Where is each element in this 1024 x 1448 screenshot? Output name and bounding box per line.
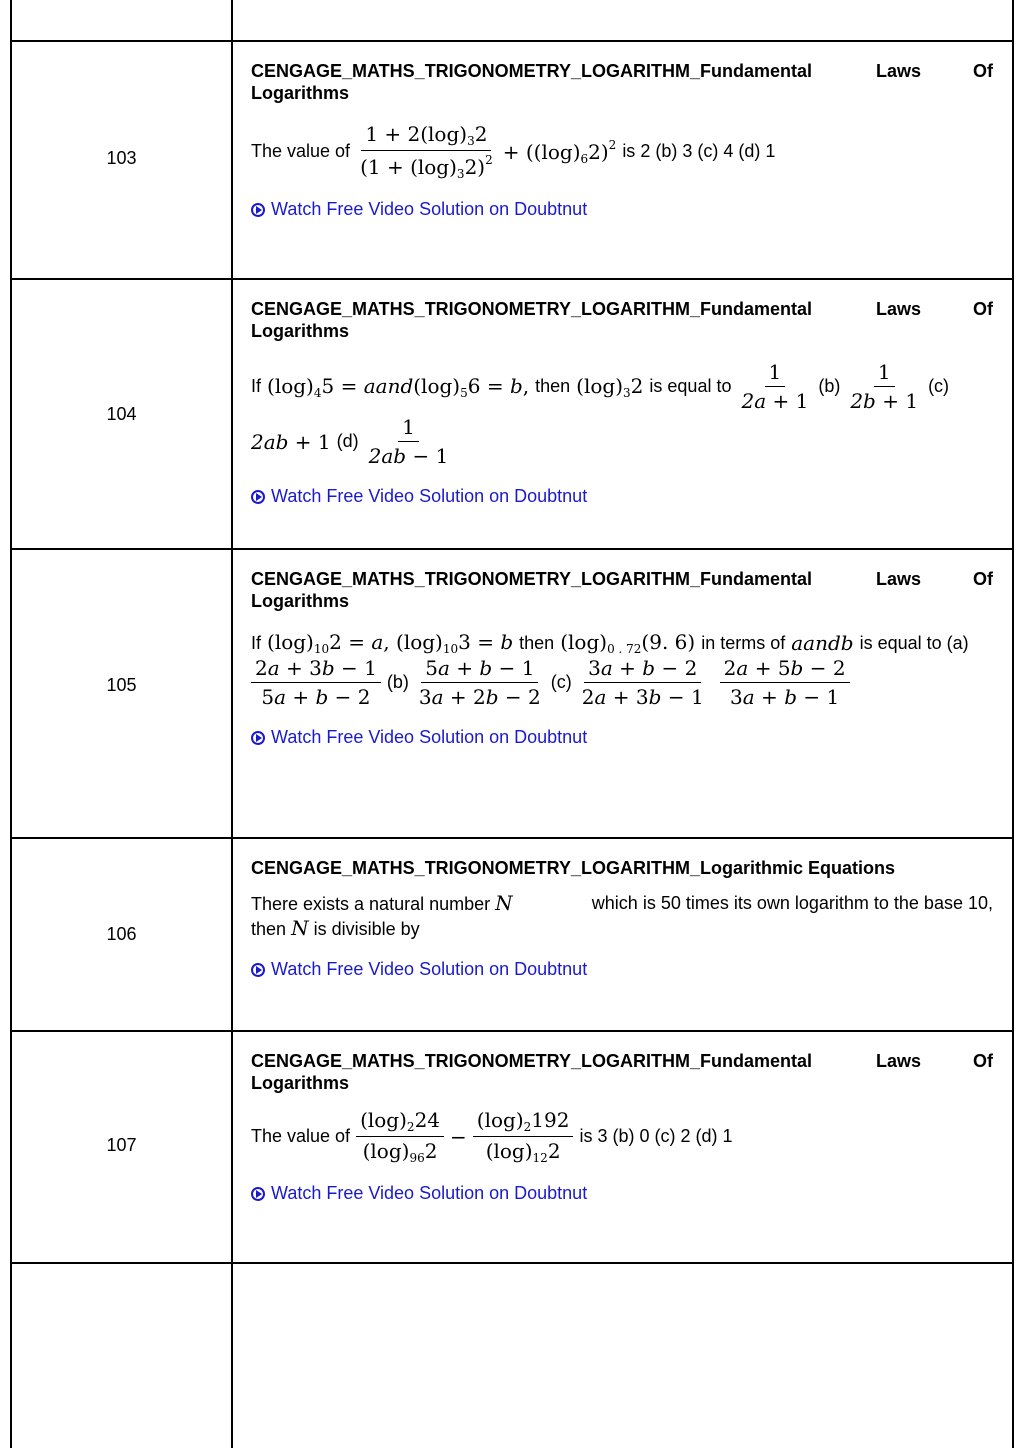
play-circle-icon — [251, 490, 265, 504]
watch-video-link[interactable]: Watch Free Video Solution on Doubtnut — [251, 486, 993, 507]
play-circle-icon — [251, 731, 265, 745]
table-row — [11, 1032, 1013, 1262]
math-expression: 2ab + 1 — [251, 429, 331, 454]
question-text-continued: 2ab + 1 (d) $\frac{1}{2ab - 1}$ — [251, 415, 993, 468]
math-expression: aandb — [791, 631, 854, 655]
question-text: The value of $\frac{(\log)_224}{(\log)_{96}2}$ − $\frac{(\log)_2192}{(\log)_{12}2}$ is 3 (b) 0 (c) 2 (d) 1 — [251, 1108, 733, 1165]
math-fraction: $\frac{(\log)_2192}{(\log)_{12}2}$ — [473, 1108, 574, 1165]
question-cell — [251, 298, 993, 507]
question-cell — [251, 1050, 993, 1204]
question-options: $\frac{2a + 3b - 1}{5a + b - 2}$ (b) $\frac{5a + b - 1}{3a + 2b - 2}$ (c) $\frac{3a + b - 2}{2a + 3b - 1}$ $\frac{2a + 5b - 2}{3a + b - 1}$ — [251, 656, 993, 709]
math-expression: + $((\log)_62)^2$ — [502, 137, 617, 166]
math-expression: $(\log)_45$ = $aand(\log)_56 = b$, — [267, 373, 530, 400]
question-title: CENGAGE_MATHS_TRIGONOMETRY_LOGARITHM_Fundamental Laws Of Logarithms — [251, 61, 993, 103]
math-fraction: $\frac{1 + 2(\log)_32}{(1 + (\log)_32)^2}$ — [360, 122, 493, 181]
math-fraction: $\frac{5a + b - 1}{3a + 2b - 2}$ — [418, 656, 541, 709]
question-number: 106 — [106, 924, 137, 944]
question-number: 107 — [106, 1135, 137, 1155]
question-number: 103 — [106, 148, 137, 168]
table-row — [11, 550, 1013, 837]
question-title: CENGAGE_MATHS_TRIGONOMETRY_LOGARITHM_Fundamental Laws Of Logarithms — [251, 569, 993, 611]
question-title: CENGAGE_MATHS_TRIGONOMETRY_LOGARITHM_Fundamental Laws Of Logarithms — [251, 1051, 993, 1093]
math-fraction: $\frac{1}{2b + 1}$ — [850, 360, 919, 413]
math-fraction: $\frac{3a + b - 2}{2a + 3b - 1}$ — [581, 656, 704, 709]
math-fraction: $\frac{2a + 5b - 2}{3a + b - 1}$ — [720, 656, 850, 709]
question-cell — [251, 568, 993, 748]
question-number: 105 — [106, 675, 137, 695]
watch-video-link[interactable]: Watch Free Video Solution on Doubtnut — [251, 727, 993, 748]
question-cell — [251, 60, 993, 220]
math-expression: $(\log)_{10}2 = a$, $(\log)_{10}3 = b$ — [267, 630, 514, 656]
math-expression: $(\log)_32$ — [576, 373, 644, 400]
row-divider — [10, 1262, 1014, 1264]
question-text: If $(\log)_{10}2 = a$, $(\log)_{10}3 = b$ then $(\log)_{0 . 72}(9$. 6) in terms of aandb is equal to (a) — [251, 630, 969, 656]
question-text: The value of $\frac{1 + 2(\log)_32}{(1 + (\log)_32)^2}$ + $((\log)_62)^2$ is 2 (b) 3 (c) 4 (d) 1 — [251, 122, 776, 181]
table-row — [11, 42, 1013, 278]
question-number: 104 — [106, 404, 137, 424]
question-cell — [251, 857, 993, 980]
watch-video-link[interactable]: Watch Free Video Solution on Doubtnut — [251, 1183, 993, 1204]
math-fraction: $\frac{1}{2a + 1}$ — [741, 360, 809, 413]
math-expression: $(\log)_{0 . 72}(9$. 6) — [560, 630, 696, 656]
play-circle-icon — [251, 963, 265, 977]
question-text: If $(\log)_45$ = $aand(\log)_56 = b$, then $(\log)_32$ is equal to $\frac{1}{2a + 1}$ (b) $\frac{1}{2b + 1}$ (c) — [251, 360, 950, 413]
math-fraction: $\frac{2a + 3b - 1}{5a + b - 2}$ — [251, 656, 381, 709]
question-title: CENGAGE_MATHS_TRIGONOMETRY_LOGARITHM_Logarithmic Equations — [251, 858, 896, 878]
question-text: There exists a natural number N which is 50 times its own logarithm to the base 10, then N is divisible by — [251, 891, 993, 940]
table-row — [11, 839, 1013, 1030]
watch-video-link[interactable]: Watch Free Video Solution on Doubtnut — [251, 199, 993, 220]
question-title: CENGAGE_MATHS_TRIGONOMETRY_LOGARITHM_Fundamental Laws Of Logarithms — [251, 299, 993, 341]
play-circle-icon — [251, 203, 265, 217]
watch-video-link[interactable]: Watch Free Video Solution on Doubtnut — [251, 959, 993, 980]
math-fraction: $\frac{(\log)_224}{(\log)_{96}2}$ — [356, 1108, 444, 1165]
play-circle-icon — [251, 1187, 265, 1201]
table-row — [11, 280, 1013, 548]
math-fraction: $\frac{1}{2ab - 1}$ — [368, 415, 449, 468]
